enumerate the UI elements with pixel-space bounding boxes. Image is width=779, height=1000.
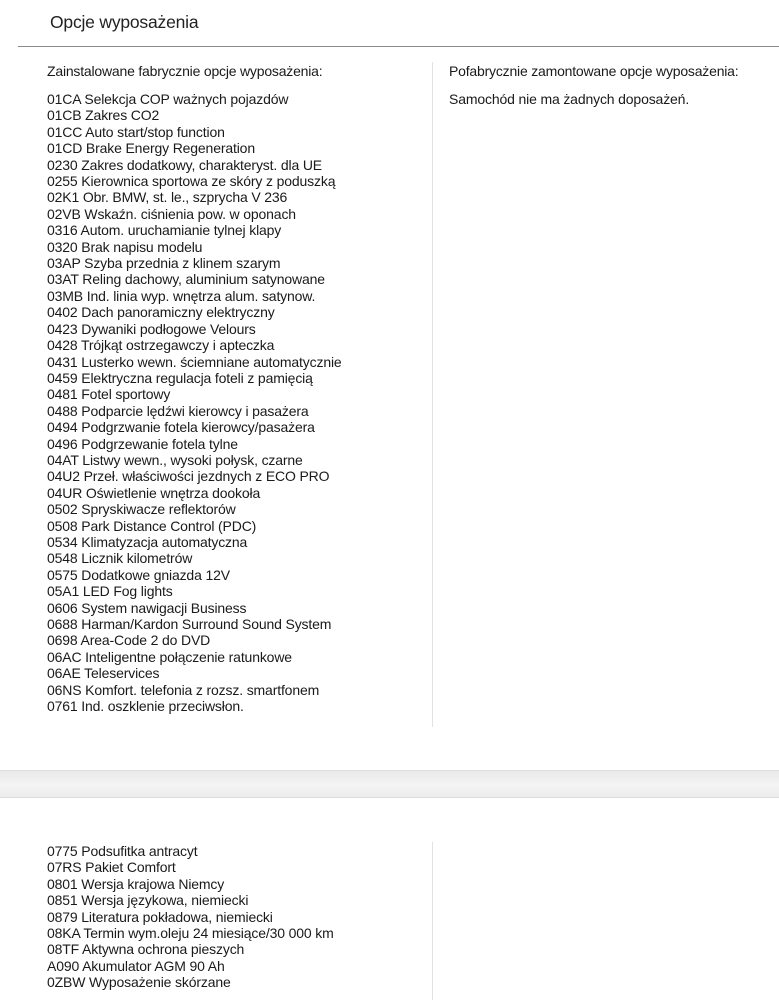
option-item: 0230 Zakres dodatkowy, charakteryst. dla UE bbox=[47, 156, 322, 173]
factory-options-heading: Zainstalowane fabrycznie opcje wyposażenia: bbox=[47, 63, 323, 79]
option-item: 05A1 LED Fog lights bbox=[47, 583, 173, 600]
factory-options-list bbox=[47, 91, 342, 714]
option-item: 06NS Komfort. telefonia z rozsz. smartfonem bbox=[47, 681, 320, 698]
option-item: 0879 Literatura pokładowa, niemiecki bbox=[47, 908, 273, 925]
option-item: 06AC Inteligentne połączenie ratunkowe bbox=[47, 648, 292, 665]
option-item: 0761 Ind. oszklenie przeciwsłon. bbox=[47, 698, 244, 715]
option-item: 0851 Wersja językowa, niemiecki bbox=[47, 892, 249, 909]
option-item: 0255 Kierownica sportowa ze skóry z poduszką bbox=[47, 173, 336, 190]
column-divider bbox=[432, 62, 433, 727]
option-item: 0775 Podsufitka antracyt bbox=[47, 843, 198, 859]
option-item: 0496 Podgrzewanie fotela tylne bbox=[47, 435, 238, 452]
option-item: 03MB Ind. linia wyp. wnętrza alum. satynow. bbox=[47, 287, 316, 304]
option-item: 02VB Wskaźn. ciśnienia pow. w oponach bbox=[47, 205, 296, 222]
option-item: 0316 Autom. uruchamianie tylnej klapy bbox=[47, 222, 282, 239]
option-item: 01CD Brake Energy Regeneration bbox=[47, 140, 255, 157]
option-item: 06AE Teleservices bbox=[47, 665, 160, 682]
option-item: 0698 Area-Code 2 do DVD bbox=[47, 632, 211, 649]
aftermarket-options-heading: Pofabrycznie zamontowane opcje wyposażenia: bbox=[449, 63, 739, 79]
title-divider bbox=[18, 46, 779, 47]
option-item: 0ZBW Wyposażenie skórzane bbox=[47, 974, 231, 991]
option-item: 08KA Termin wym.oleju 24 miesiące/30 000 km bbox=[47, 925, 334, 942]
option-item: 0402 Dach panoramiczny elektryczny bbox=[47, 304, 275, 321]
option-item: 0428 Trójkąt ostrzegawczy i apteczka bbox=[47, 337, 275, 354]
option-item: 07RS Pakiet Comfort bbox=[47, 859, 176, 876]
option-item: 0320 Brak napisu modelu bbox=[47, 238, 203, 255]
page-title: Opcje wyposażenia bbox=[50, 12, 199, 32]
option-item: 04UR Oświetlenie wnętrza dookoła bbox=[47, 484, 261, 501]
page-break bbox=[0, 770, 779, 798]
option-item: 01CA Selekcja COP ważnych pojazdów bbox=[47, 91, 289, 107]
option-item: 03AT Reling dachowy, aluminium satynowane bbox=[47, 271, 325, 288]
option-item: 01CC Auto start/stop function bbox=[47, 123, 225, 140]
option-item: 0508 Park Distance Control (PDC) bbox=[47, 517, 257, 534]
option-item: 04U2 Przeł. właściwości jezdnych z ECO PRO bbox=[47, 468, 330, 485]
option-item: 08TF Aktywna ochrona pieszych bbox=[47, 941, 245, 958]
option-item: A090 Akumulator AGM 90 Ah bbox=[47, 957, 225, 974]
option-item: 04AT Listwy wewn., wysoki połysk, czarne bbox=[47, 451, 303, 468]
option-item: 03AP Szyba przednia z klinem szarym bbox=[47, 255, 281, 272]
option-item: 0459 Elektryczna regulacja foteli z pamięcią bbox=[47, 369, 313, 386]
factory-options-list-continued bbox=[47, 843, 334, 991]
option-item: 0548 Licznik kilometrów bbox=[47, 550, 193, 567]
option-item: 0606 System nawigacji Business bbox=[47, 599, 247, 616]
aftermarket-options-text: Samochód nie ma żadnych doposażeń. bbox=[449, 91, 690, 107]
option-item: 0481 Fotel sportowy bbox=[47, 386, 171, 403]
option-item: 02K1 Obr. BMW, st. le., szprycha V 236 bbox=[47, 189, 288, 206]
option-item: 0488 Podparcie lędźwi kierowcy i pasażera bbox=[47, 402, 309, 419]
option-item: 01CB Zakres CO2 bbox=[47, 107, 160, 124]
option-item: 0494 Podgrzwanie fotela kierowcy/pasażera bbox=[47, 419, 315, 436]
option-item: 0801 Wersja krajowa Niemcy bbox=[47, 875, 225, 892]
option-item: 0575 Dodatkowe gniazda 12V bbox=[47, 566, 230, 583]
option-item: 0688 Harman/Kardon Surround Sound System bbox=[47, 616, 332, 632]
option-item: 0423 Dywaniki podłogowe Velours bbox=[47, 320, 256, 337]
option-item: 0502 Spryskiwacze reflektorów bbox=[47, 501, 236, 518]
column-divider bbox=[432, 842, 433, 1000]
option-item: 0534 Klimatyzacja automatyczna bbox=[47, 533, 248, 550]
option-item: 0431 Lusterko wewn. ściemniane automatycznie bbox=[47, 353, 342, 370]
